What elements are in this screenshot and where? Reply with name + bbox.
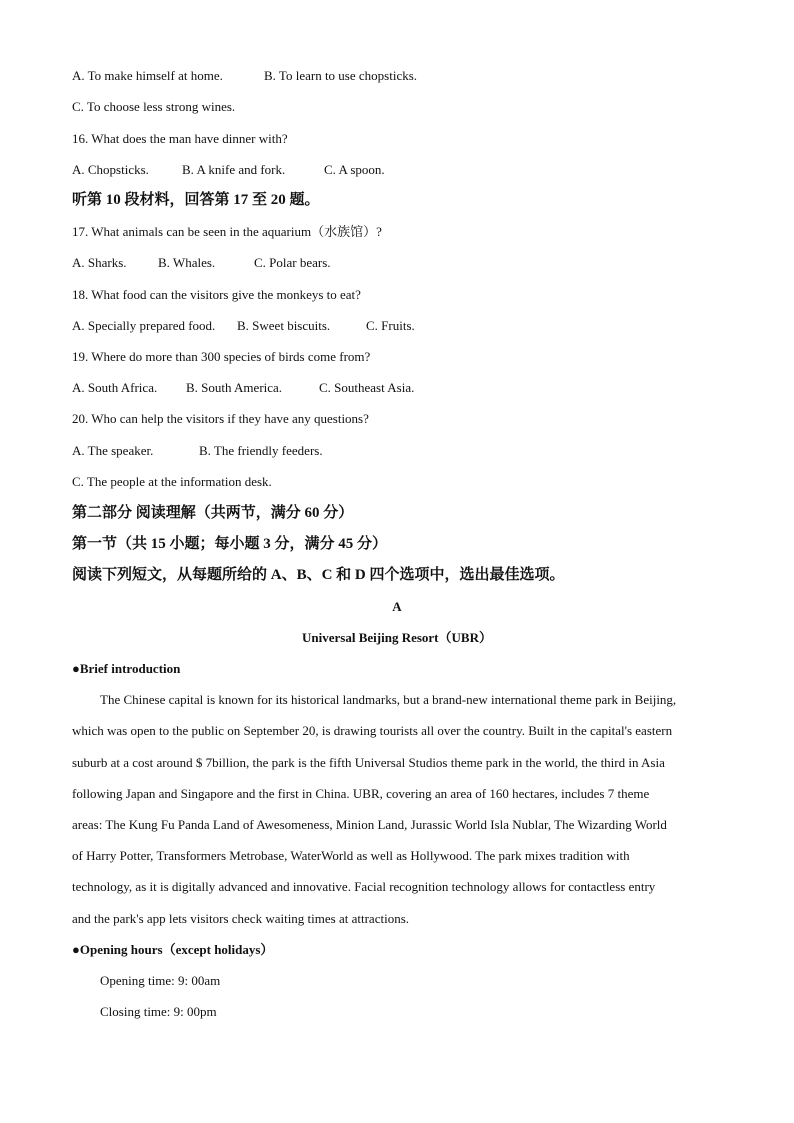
q20-question: 20. Who can help the visitors if they have any questions? — [72, 411, 369, 426]
q15-option-c: C. To choose less strong wines. — [72, 99, 236, 114]
paragraph-line: technology, as it is digitally advanced and innovative. Facial recognition technology allows for contactless entry — [72, 879, 656, 894]
q15-option-a: A. To make himself at home. — [72, 68, 223, 83]
passage-title: Universal Beijing Resort（UBR） — [302, 630, 492, 645]
paragraph-line: areas: The Kung Fu Panda Land of Awesomeness, Minion Land, Jurassic World Isla Nublar, The Wizarding World — [72, 817, 667, 832]
reading-instructions: 阅读下列短文，从每题所给的 A、B、C 和 D 四个选项中，选出最佳选项。 — [72, 567, 565, 583]
q17-options-row — [72, 255, 331, 271]
q18-option-b: B. Sweet biscuits. — [237, 318, 331, 333]
q15-options-row-1 — [72, 68, 417, 84]
paragraph-line: following Japan and Singapore and the first in China. UBR, covering an area of 160 hectares, includes 7 theme — [72, 786, 650, 801]
q19-question: 19. Where do more than 300 species of birds come from? — [72, 349, 371, 364]
q16-options-row — [72, 162, 385, 178]
brief-intro-heading: ●Brief introduction — [72, 661, 181, 676]
q17-option-b: B. Whales. — [158, 255, 216, 270]
closing-time: Closing time: 9: 00pm — [100, 1004, 217, 1019]
q19-option-b: B. South America. — [186, 380, 283, 395]
paragraph-line: of Harry Potter, Transformers Metrobase, WaterWorld as well as Hollywood. The park mixes tradition with — [72, 848, 630, 863]
q18-question: 18. What food can the visitors give the monkeys to eat? — [72, 287, 361, 302]
q19-options-row — [72, 380, 414, 396]
q17-question: 17. What animals can be seen in the aquarium（水族馆）? — [72, 224, 382, 239]
q18-option-c: C. Fruits. — [366, 318, 415, 333]
q20-option-c: C. The people at the information desk. — [72, 474, 272, 489]
paragraph-line: The Chinese capital is known for its historical landmarks, but a brand-new international theme park in Beijing, — [100, 692, 677, 707]
q20-options-row — [72, 443, 323, 459]
opening-hours-heading: ●Opening hours（except holidays） — [72, 942, 274, 957]
q18-options-row — [72, 318, 415, 334]
q16-option-c: C. A spoon. — [324, 162, 385, 177]
q15-option-b: B. To learn to use chopsticks. — [264, 68, 418, 83]
q17-option-c: C. Polar bears. — [254, 255, 331, 270]
part2-heading: 第二部分 阅读理解（共两节，满分 60 分） — [72, 505, 354, 521]
q20-option-b: B. The friendly feeders. — [199, 443, 323, 458]
paragraph-line: suburb at a cost around $ 7billion, the park is the fifth Universal Studios theme park in the world, the third in Asia — [72, 755, 665, 770]
q16-option-b: B. A knife and fork. — [182, 162, 286, 177]
section10-heading: 听第 10 段材料，回答第 17 至 20 题。 — [72, 192, 320, 208]
q19-option-a: A. South Africa. — [72, 380, 158, 395]
q19-option-c: C. Southeast Asia. — [319, 380, 415, 395]
paragraph-line: which was open to the public on September 20, is drawing tourists all over the country. Built in the capital's eastern — [72, 723, 673, 738]
q20-option-a: A. The speaker. — [72, 443, 154, 458]
paragraph-line: and the park's app lets visitors check waiting times at attractions. — [72, 911, 410, 926]
q17-option-a: A. Sharks. — [72, 255, 127, 270]
opening-time: Opening time: 9: 00am — [100, 973, 221, 988]
q16-question: 16. What does the man have dinner with? — [72, 131, 288, 146]
section1-heading: 第一节（共 15 小题；每小题 3 分，满分 45 分） — [72, 536, 388, 552]
passage-letter: A — [392, 599, 402, 614]
q16-option-a: A. Chopsticks. — [72, 162, 149, 177]
q18-option-a: A. Specially prepared food. — [72, 318, 216, 333]
